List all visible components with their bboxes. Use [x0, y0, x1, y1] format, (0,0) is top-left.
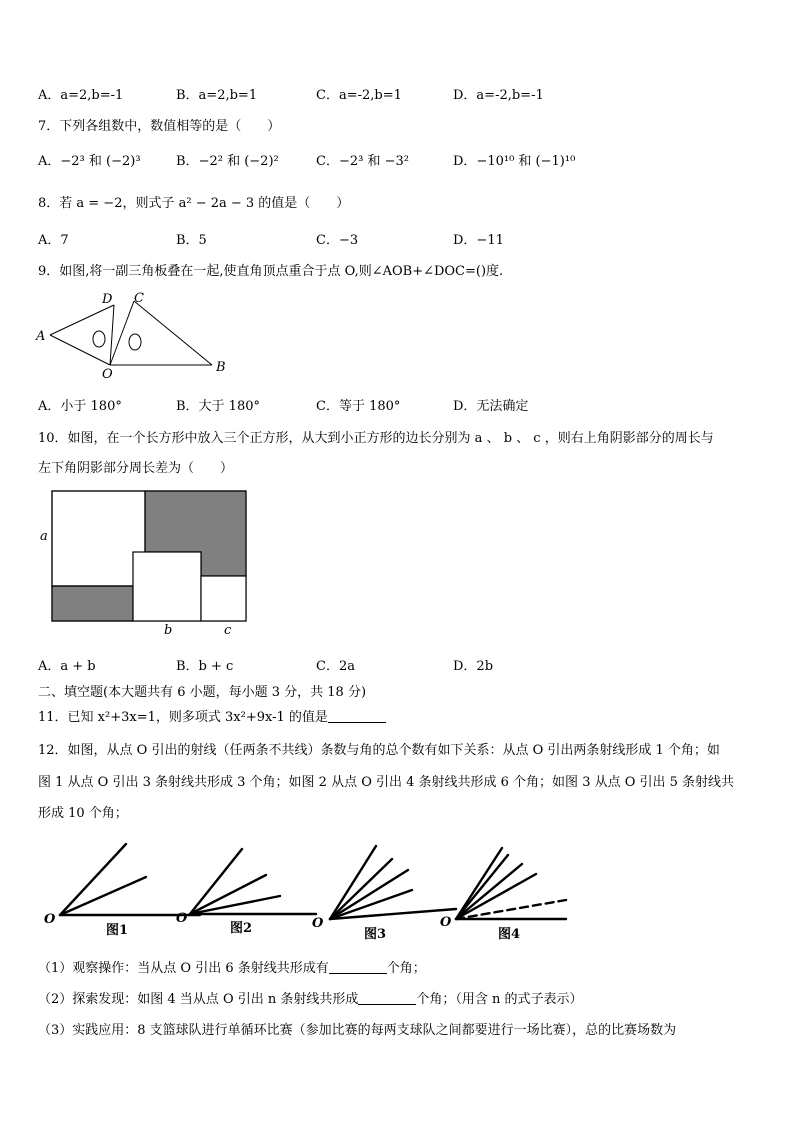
q12-sub2	[38, 988, 583, 1007]
q7-option-d	[453, 150, 575, 169]
q9-option-c: C．等于 180°	[316, 399, 401, 414]
q10-square-c	[201, 576, 246, 621]
q10-line2: 左下角阴影部分周长差为（ ）	[38, 461, 234, 476]
fig1-origin-label: O	[44, 912, 56, 927]
q12-sub2-pre: （2）探索发现：如图 4 当从点 O 引出 n 条射线共形成	[38, 992, 359, 1007]
q6-option-b: B．a=2,b=1	[176, 88, 258, 103]
fig3-caption: 图3	[364, 927, 387, 942]
q10-figure	[36, 485, 256, 645]
q9-option-b: B．大于 180°	[176, 399, 260, 414]
q9-option-a: A．小于 180°	[38, 399, 122, 414]
q12-sub1-pre: （1）观察操作：当从点 O 引出 6 条射线共形成有	[38, 961, 329, 976]
q6-option-d: D．a=-2,b=-1	[453, 88, 544, 103]
q12-sub1-post: 个角；	[386, 961, 426, 976]
q8-option-c: C．−3	[316, 233, 359, 248]
q12-figures	[40, 840, 580, 945]
q10-option-b: B．b + c	[176, 659, 234, 674]
q9-label-a: A	[36, 329, 46, 344]
q7-option-a-label: A．	[38, 154, 61, 169]
q11	[38, 706, 386, 725]
section-2-heading: 二、填空题(本大题共有 6 小题，每小题 3 分，共 18 分)	[38, 685, 367, 700]
q10-option-d: D．2b	[453, 659, 494, 674]
fig2-ray-3	[190, 875, 266, 914]
q8-stem: 8．若 a = −2，则式子 a² − 2a − 3 的值是（ ）	[38, 196, 350, 211]
q10-label-b: b	[164, 623, 173, 638]
q6-option-c: C．a=-2,b=1	[316, 88, 402, 103]
q12-sub2-blank[interactable]	[358, 992, 416, 1005]
q10-shade-bottom-left	[52, 586, 133, 621]
q12-sub2-post: 个角；（用含 n 的式子表示）	[416, 992, 583, 1007]
q7-stem: 7．下列各组数中，数值相等的是（ ）	[38, 119, 281, 134]
fig3-ray-1	[330, 909, 456, 919]
q10-line1: 10．如图，在一个长方形中放入三个正方形，从大到小正方形的边长分别为 a 、 b 、 c ，则右上角阴影部分的周长与	[38, 431, 714, 446]
fig4-ray-4	[456, 855, 508, 919]
q9-line-cb	[134, 301, 212, 365]
q7-option-d-text: −10¹⁰ 和 (−1)¹⁰	[476, 154, 576, 169]
q10-option-a: A．a + b	[38, 659, 96, 674]
q10-option-c: C．2a	[316, 659, 355, 674]
q9-stem: 9．如图,将一副三角板叠在一起,使直角顶点重合于点 O,则∠AOB+∠DOC=()度.	[38, 264, 504, 279]
q10-square-b	[133, 552, 201, 621]
q9-label-d: D	[102, 292, 113, 307]
q9-label-b: B	[216, 360, 226, 375]
q12-sub1	[38, 957, 426, 976]
q12-line2: 图 1 从点 O 引出 3 条射线共形成 3 个角；如图 2 从点 O 引出 4 条射线共形成 6 个角；如图 3 从点 O 引出 5 条射线共	[38, 775, 735, 790]
q7-option-d-label: D．	[453, 154, 477, 169]
fig2-caption: 图2	[230, 921, 253, 936]
q7-option-c-label: C．	[316, 154, 339, 169]
q10-label-a: a	[40, 529, 48, 544]
fig1-caption: 图1	[106, 923, 129, 938]
q8-option-d: D．−11	[453, 233, 504, 248]
q9-figure	[30, 285, 250, 385]
q7-option-b-text: −2² 和 (−2)²	[198, 154, 279, 169]
q12-line3: 形成 10 个角；	[38, 806, 128, 821]
q8-option-a: A．7	[38, 233, 69, 248]
fig4-ray-5	[456, 848, 502, 919]
q9-label-o: O	[102, 367, 113, 382]
q9-hole-left	[93, 331, 105, 347]
q12-sub1-blank[interactable]	[329, 961, 387, 974]
q9-line-ad	[50, 305, 114, 335]
q9-line-ao	[50, 335, 110, 365]
q12-line1: 12．如图，从点 O 引出的射线（任两条不共线）条数与角的总个数有如下关系：从点 O 引出两条射线形成 1 个角；如	[38, 743, 720, 758]
q7-option-a	[38, 150, 141, 169]
fig1-ray-3	[60, 844, 126, 915]
q9-option-d: D．无法确定	[453, 399, 529, 414]
q11-text: 11．已知 x²+3x=1，则多项式 3x²+9x-1 的值是	[38, 710, 328, 725]
fig4-caption: 图4	[498, 927, 521, 942]
q7-option-b-label: B．	[176, 154, 199, 169]
fig4-ray-3	[456, 864, 522, 919]
q7-option-a-text: −2³ 和 (−2)³	[60, 154, 141, 169]
q9-hole-right	[129, 334, 141, 350]
q7-option-c-text: −2³ 和 −3²	[338, 154, 409, 169]
fig4-origin-label: O	[440, 915, 452, 930]
q7-option-c	[316, 150, 409, 169]
fig1-ray-2	[60, 877, 146, 915]
fig3-origin-label: O	[312, 916, 324, 931]
q10-label-c: c	[224, 623, 232, 638]
q8-option-b: B．5	[176, 233, 207, 248]
fig2-origin-label: O	[176, 911, 188, 926]
q9-label-c: C	[134, 291, 144, 306]
q7-option-b	[176, 150, 279, 169]
q12-sub3: （3）实践应用：8 支篮球队进行单循环比赛（参加比赛的每两支球队之间都要进行一场比赛），总的比赛场数为	[38, 1023, 677, 1038]
q11-answer-blank[interactable]	[328, 710, 386, 723]
q6-option-a: A．a=2,b=-1	[38, 88, 124, 103]
